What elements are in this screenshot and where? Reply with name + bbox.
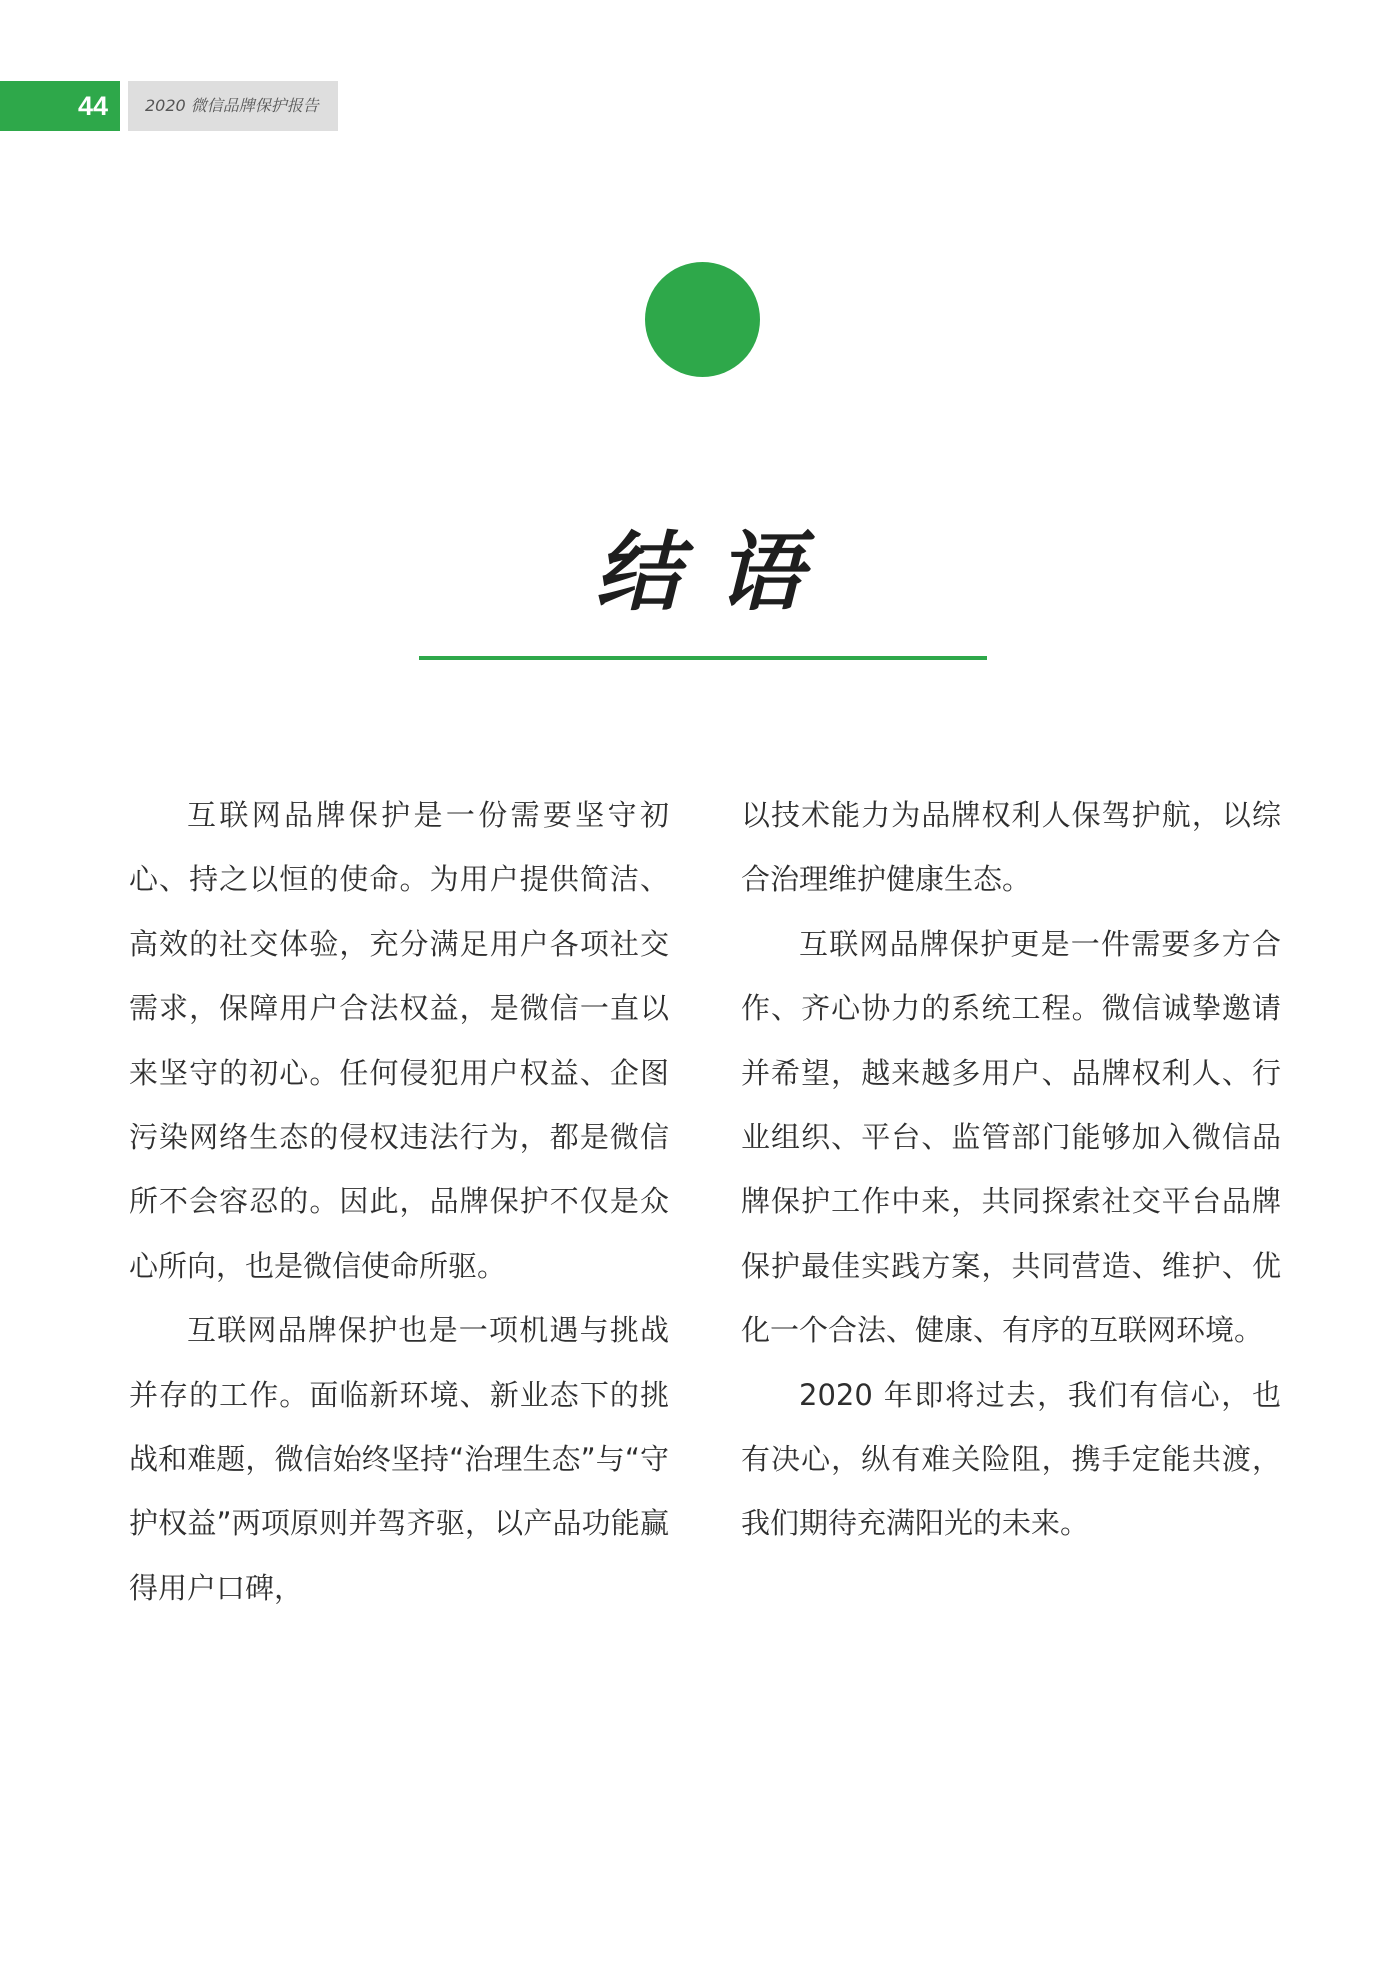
decorative-green-circle bbox=[645, 262, 760, 377]
right-column bbox=[741, 783, 1281, 1556]
paragraph-continued: 以技术能力为品牌权利人保驾护航，以综合治理维护健康生态。 bbox=[741, 798, 1281, 897]
paragraph: 互联网品牌保护也是一项机遇与挑战并存的工作。面临新环境、新业态下的挑战和难题，微信始终坚持“治理生态”与“守护权益”两项原则并驾齐驱，以产品功能赢得用户口碑， bbox=[129, 1313, 669, 1605]
running-title: 2020 微信品牌保护报告 bbox=[128, 81, 338, 131]
paragraph: 互联网品牌保护更是一件需要多方合作、齐心协力的系统工程。微信诚挚邀请并希望，越来越多用户、品牌权利人、行业组织、平台、监管部门能够加入微信品牌保护工作中来，共同探索社交平台品牌保护最佳实践方案，共同营造、维护、优化一个合法、健康、有序的互联网环境。 bbox=[741, 926, 1281, 1348]
paragraph: 互联网品牌保护是一份需要坚守初心、持之以恒的使命。为用户提供简洁、高效的社交体验，充分满足用户各项社交需求，保障用户合法权益，是微信一直以来坚守的初心。任何侵犯用户权益、企图污染网络生态的侵权违法行为，都是微信所不会容忍的。因此，品牌保护不仅是众心所向，也是微信使命所驱。 bbox=[129, 798, 669, 1283]
paragraph: 2020 年即将过去，我们有信心，也有决心，纵有难关险阻，携手定能共渡，我们期待充满阳光的未来。 bbox=[741, 1377, 1281, 1541]
page-number: 44 bbox=[0, 81, 120, 131]
chapter-title: 结语 bbox=[595, 523, 839, 623]
title-underline bbox=[419, 656, 987, 660]
left-column bbox=[129, 783, 669, 1620]
